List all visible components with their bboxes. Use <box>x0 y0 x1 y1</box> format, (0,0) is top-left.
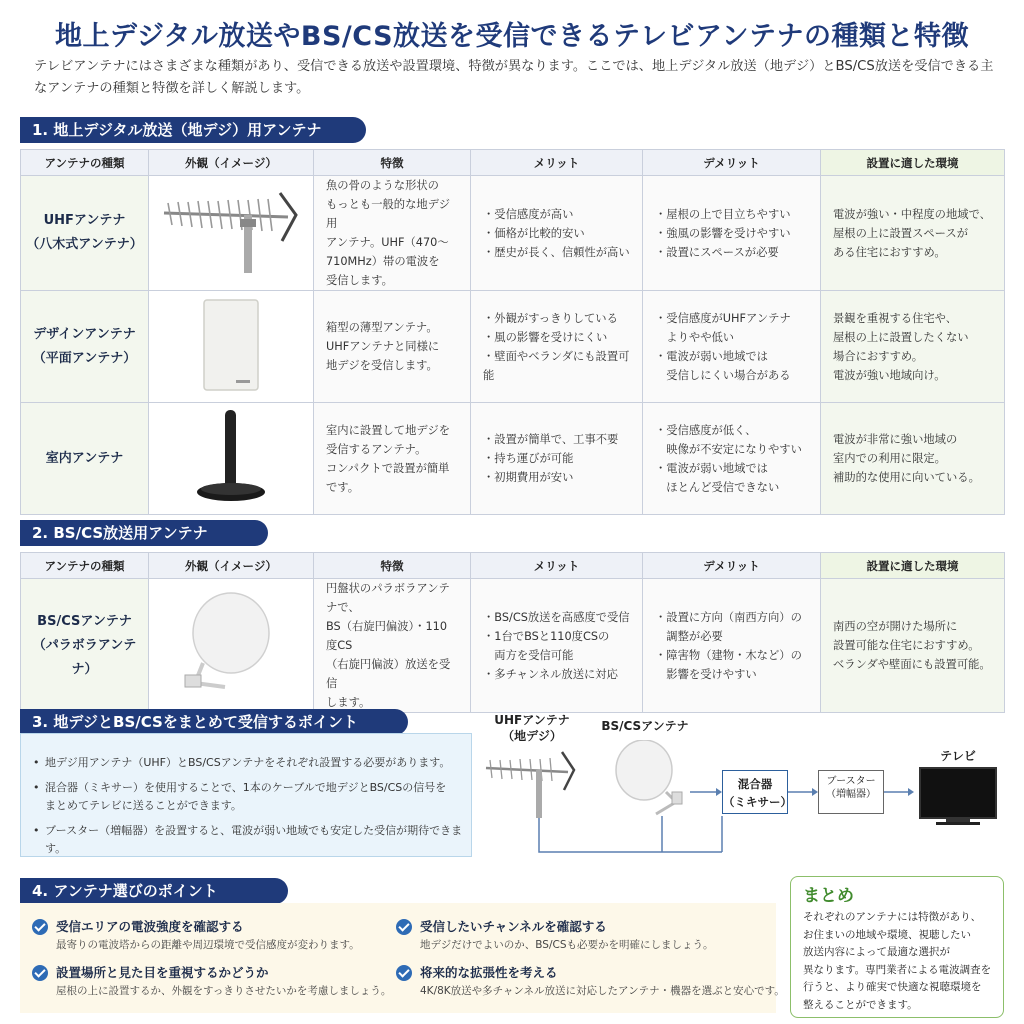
feature-text: 円盤状のパラボラアンテナで、 BS（右旋円偏波）・110度CS （右旋円偏波）放送を受信 します。 <box>314 579 471 713</box>
column-header: デメリット <box>643 150 821 176</box>
antenna-name: UHFアンテナ （八木式アンテナ） <box>21 176 149 291</box>
environment-text: 電波が強い・中程度の地域で、 屋根の上に設置スペースが ある住宅におすすめ。 <box>821 176 1005 291</box>
table-row <box>21 176 1005 291</box>
feature-text: 魚の骨のような形状の もっとも一般的な地デジ用 アンテナ。UHF（470〜 710MHz）帯の電波を 受信します。 <box>314 176 471 291</box>
section1-heading: 1. 地上デジタル放送（地デジ）用アンテナ <box>20 117 366 143</box>
tip-item: • 地デジ用アンテナ（UHF）とBS/CSアンテナをそれぞれ設置する必要があります。 <box>33 754 473 772</box>
terrestrial-antenna-table <box>20 149 1005 515</box>
bscs-antenna-label: BS/CSアンテナ <box>601 719 689 733</box>
uhf-antenna-diagram-icon <box>486 752 574 818</box>
column-header: 設置に適した環境 <box>821 553 1005 579</box>
choice-title: 受信したいチャンネルを確認する <box>420 919 607 934</box>
table-row <box>21 291 1005 403</box>
tv-icon <box>920 768 996 825</box>
antenna-name: デザインアンテナ （平面アンテナ） <box>21 291 149 403</box>
choice-desc: 屋根の上に設置するか、外観をすっきりさせたいかを考慮しましょう。 <box>56 985 392 997</box>
merit-text: ・BS/CS放送を高感度で受信 ・1台でBSと110度CSの 両方を受信可能 ・多チャンネル放送に対応 <box>471 579 643 713</box>
parabolic-antenna-icon <box>149 579 314 713</box>
intro-text: テレビアンテナにはさまざまな種類があり、受信できる放送や設置環境、特徴が異なります。ここでは、地上デジタル放送（地デジ）とBS/CS放送を受信できる主なアンテナの種類と特徴を詳しく解説します。 <box>34 59 994 96</box>
demerit-text: ・設置に方向（南西方向）の 調整が必要 ・障害物（建物・木など）の 影響を受けやすい <box>643 579 821 713</box>
page-title: 地上デジタル放送やBS/CS放送を受信できるテレビアンテナの種類と特徴 <box>55 21 969 52</box>
reception-tips-box <box>20 733 472 857</box>
bscs-dish-diagram-icon <box>616 740 682 814</box>
column-header: 外観（イメージ） <box>149 150 314 176</box>
table-header-row <box>21 553 1005 579</box>
demerit-text: ・受信感度が低く、 映像が不安定になりやすい ・電波が弱い地域では ほとんど受信できない <box>643 403 821 515</box>
section2-heading: 2. BS/CS放送用アンテナ <box>20 520 268 546</box>
uhf-antenna-label: UHFアンテナ （地デジ） <box>494 713 570 743</box>
column-header: アンテナの種類 <box>21 150 149 176</box>
summary-heading: まとめ <box>803 886 854 906</box>
tip-item: • ブースター（増幅器）を設置すると、電波が弱い地域でも安定した受信が期待できます。 <box>33 822 473 858</box>
check-icon <box>32 965 48 981</box>
choice-desc: 最寄りの電波塔からの距離や周辺環境で受信感度が変わります。 <box>56 939 360 951</box>
column-header: デメリット <box>643 553 821 579</box>
section3-heading: 3. 地デジとBS/CSをまとめて受信するポイント <box>20 709 408 735</box>
demerit-text: ・屋根の上で目立ちやすい ・強風の影響を受けやすい ・設置にスペースが必要 <box>643 176 821 291</box>
tv-label: テレビ <box>940 749 976 763</box>
antenna-choice-box <box>20 903 785 1013</box>
merit-text: ・外観がすっきりしている ・風の影響を受けにくい ・壁面やベランダにも設置可能 <box>471 291 643 403</box>
environment-text: 南西の空が開けた場所に 設置可能な住宅におすすめ。 ベランダや壁面にも設置可能。 <box>821 579 1005 713</box>
satellite-antenna-table <box>20 552 1005 713</box>
indoor-antenna-icon <box>149 403 314 515</box>
choice-desc: 4K/8K放送や多チャンネル放送に対応したアンテナ・機器を選ぶと安心です。 <box>420 985 785 997</box>
merit-text: ・設置が簡単で、工事不要 ・持ち運びが可能 ・初期費用が安い <box>471 403 643 515</box>
booster-box: ブースター （増幅器） <box>818 770 884 814</box>
choice-title: 将来的な拡張性を考える <box>420 965 558 980</box>
summary-body: それぞれのアンテナには特徴があり、 お住まいの地域や環境、視聴したい 放送内容によって最適な選択が 異なります。専門業者による電波調査を 行うと、より確実で快適な視聴環境を 整えることができます。 <box>803 911 992 1011</box>
feature-text: 箱型の薄型アンテナ。 UHFアンテナと同様に 地デジを受信します。 <box>314 291 471 403</box>
column-header: 外観（イメージ） <box>149 553 314 579</box>
yagi-antenna-icon <box>149 176 314 291</box>
table-row <box>21 579 1005 713</box>
feature-text: 室内に設置して地デジを 受信するアンテナ。 コンパクトで設置が簡単です。 <box>314 403 471 515</box>
column-header: 設置に適した環境 <box>821 150 1005 176</box>
environment-text: 電波が非常に強い地域の 室内での利用に限定。 補助的な使用に向いている。 <box>821 403 1005 515</box>
check-icon <box>396 919 412 935</box>
check-icon <box>32 919 48 935</box>
antenna-name: BS/CSアンテナ （パラボラアンテナ） <box>21 579 149 713</box>
column-header: アンテナの種類 <box>21 553 149 579</box>
summary-box <box>790 876 1004 1018</box>
tip-item: • 混合器（ミキサー）を使用することで、1本のケーブルで地デジとBS/CSの信号を まとめてテレビに送ることができます。 <box>33 779 473 815</box>
choice-title: 受信エリアの電波強度を確認する <box>56 919 244 934</box>
flat-antenna-icon <box>149 291 314 403</box>
choice-desc: 地デジだけでよいのか、BS/CSも必要かを明確にしましょう。 <box>420 939 714 951</box>
choice-title: 設置場所と見た目を重視するかどうか <box>56 965 269 980</box>
column-header: 特徴 <box>314 150 471 176</box>
column-header: メリット <box>471 553 643 579</box>
table-header-row <box>21 150 1005 176</box>
column-header: 特徴 <box>314 553 471 579</box>
section4-heading: 4. アンテナ選びのポイント <box>20 878 288 904</box>
merit-text: ・受信感度が高い ・価格が比較的安い ・歴史が長く、信頼性が高い <box>471 176 643 291</box>
table-row <box>21 403 1005 515</box>
check-icon <box>396 965 412 981</box>
antenna-name: 室内アンテナ <box>21 403 149 515</box>
environment-text: 景観を重視する住宅や、 屋根の上に設置したくない 場合におすすめ。 電波が強い地域向け。 <box>821 291 1005 403</box>
column-header: メリット <box>471 150 643 176</box>
mixer-box: 混合器 （ミキサー） <box>722 770 788 814</box>
demerit-text: ・受信感度がUHFアンテナ よりやや低い ・電波が弱い地域では 受信しにくい場合がある <box>643 291 821 403</box>
